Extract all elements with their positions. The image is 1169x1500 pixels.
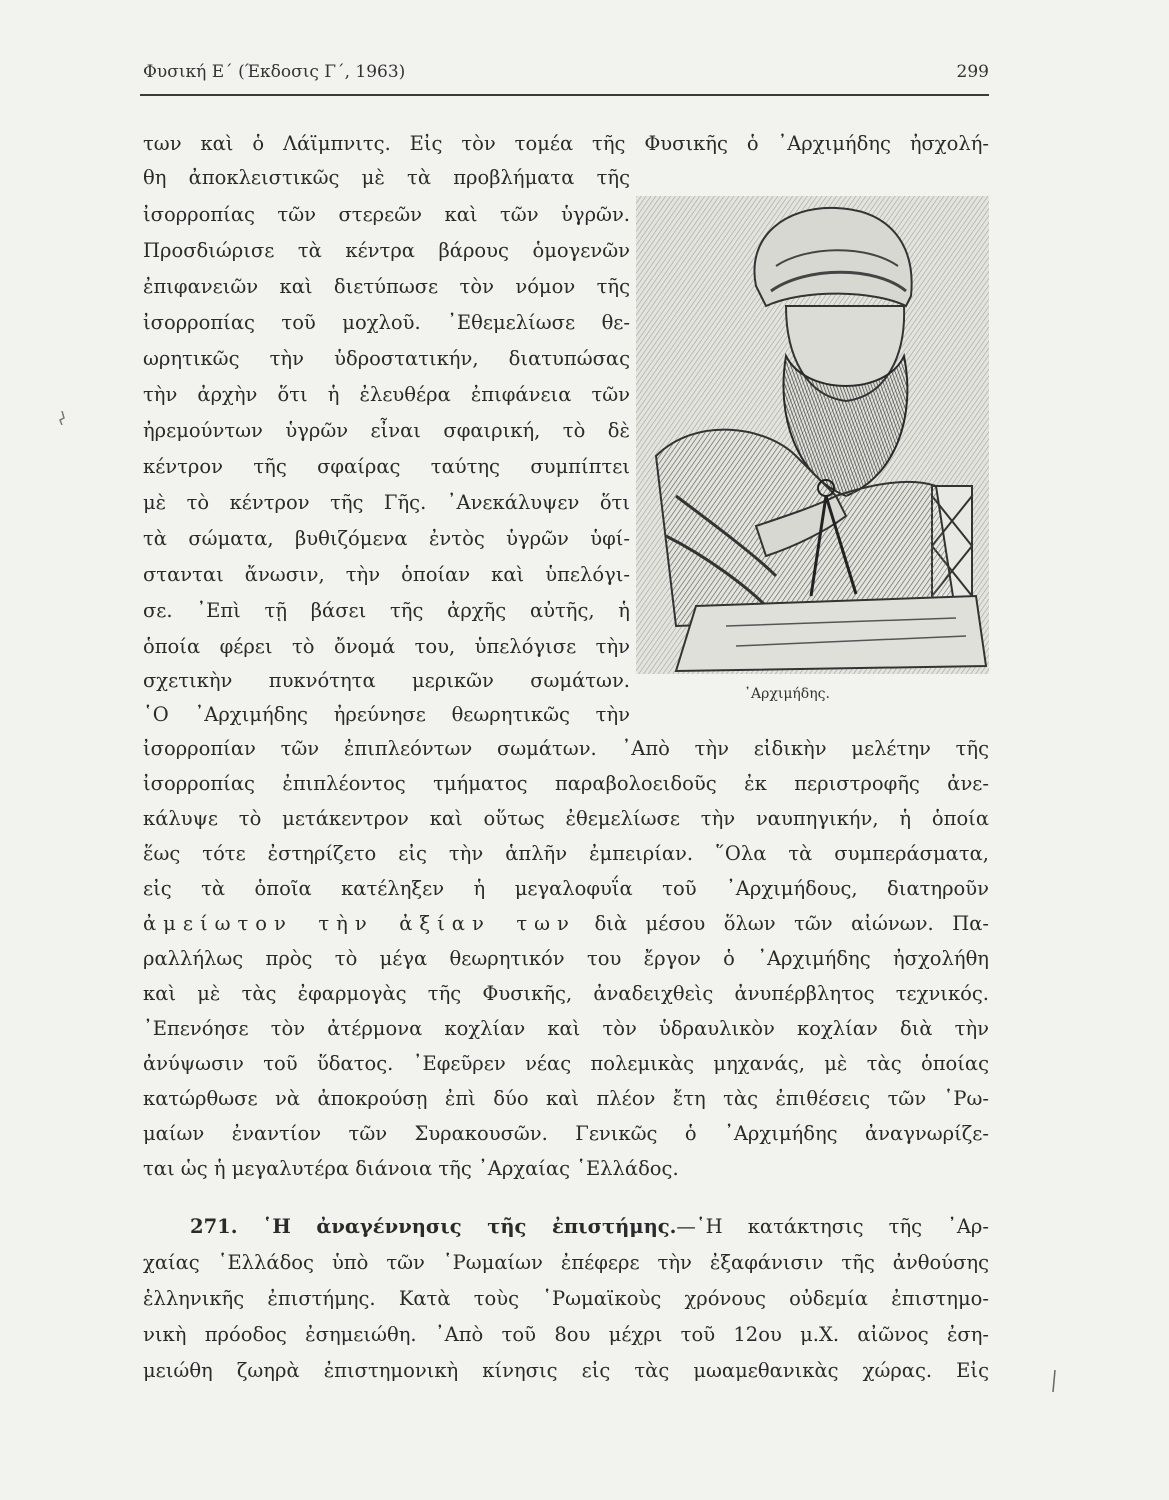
text-line: σχετικὴν πυκνότητα μερικῶν σωμάτων. <box>143 669 630 692</box>
page-number: 299 <box>956 62 989 82</box>
text-line: Προσδιώρισε τὰ κέντρα βάρους ὁμογενῶν <box>143 239 630 262</box>
spaced-line-rest: διὰ μέσου ὅλων τῶν αἰώνων. Πα- <box>594 912 989 935</box>
text-line: ἰσορροπίας τῶν στερεῶν καὶ τῶν ὑγρῶν. <box>143 203 630 226</box>
text-line-spaced <box>143 907 989 941</box>
section-title: ῾Η ἀναγέννησις τῆς ἐπιστήμης. <box>262 1215 677 1238</box>
section-heading-line <box>190 1210 989 1244</box>
text-line: χαίας ῾Ελλάδος ὑπὸ τῶν ῾Ρωμαίων ἐπέφερε τὴν ἐξαφάνισιν τῆς ἀνθούσης <box>143 1251 989 1274</box>
text-line: ἰσορροπίας τοῦ μοχλοῦ. ᾿Εθεμελίωσε θε- <box>143 311 630 334</box>
running-title: Φυσική Ε΄ (Έκδοσις Γ΄, 1963) <box>143 62 406 82</box>
section-number: 271. <box>190 1215 238 1238</box>
section-first-line-rest: —῾Η κατάκτησις τῆς ᾿Αρ- <box>676 1215 989 1238</box>
text-line: ἕως τότε ἐστηρίζετο εἰς τὴν ἁπλῆν ἐμπειρίαν. ῞Ολα τὰ συμπεράσματα, <box>143 842 989 865</box>
text-line: ὁποία φέρει τὸ ὄνομά του, ὑπελόγισε τὴν <box>143 635 630 658</box>
text-line: ἰσορροπίας ἐπιπλέοντος τμήματος παραβολοειδοῦς ἐκ περιστροφῆς ἀνε- <box>143 772 989 795</box>
text-line: ραλλήλως πρὸς τὸ μέγα θεωρητικόν του ἔργον ὁ ᾿Αρχιμήδης ἠσχολήθη <box>143 947 989 970</box>
emphasized-spaced-phrase: ἀμείωτον τὴν ἀξίαν των <box>143 912 576 935</box>
text-line: κέντρον τῆς σφαίρας ταύτης συμπίπτει <box>143 455 630 478</box>
text-line: στανται ἄνωσιν, τὴν ὁποίαν καὶ ὑπελόγι- <box>143 563 630 586</box>
text-line: ἑλληνικῆς ἐπιστήμης. Κατὰ τοὺς ῾Ρωμαϊκοὺς χρόνους οὐδεμία ἐπιστημο- <box>143 1287 989 1310</box>
margin-mark-icon <box>58 410 66 424</box>
text-line: ἠρεμούντων ὑγρῶν εἶναι σφαιρική, τὸ δὲ <box>143 419 630 442</box>
text-line: κατώρθωσε νὰ ἀποκρούσῃ ἐπὶ δύο καὶ πλέον ἔτη τὰς ἐπιθέσεις τῶν ῾Ρω- <box>143 1087 989 1110</box>
text-line: τὰ σώματα, βυθιζόμενα ἐντὸς ὑγρῶν ὑφί- <box>143 527 630 550</box>
text-line: μαίων ἐναντίον τῶν Συρακουσῶν. Γενικῶς ὁ ᾿Αρχιμήδης ἀναγνωρίζε- <box>143 1122 989 1145</box>
text-line: τὴν ἀρχὴν ὅτι ἡ ἐλευθέρα ἐπιφάνεια τῶν <box>143 383 630 406</box>
text-line: θη ἀποκλειστικῶς μὲ τὰ προβλήματα τῆς <box>143 166 630 189</box>
text-line: μειώθη ζωηρὰ ἐπιστημονικὴ κίνησις εἰς τὰς μωαμεθανικὰς χώρας. Εἰς <box>143 1359 989 1382</box>
text-line: ἀνύψωσιν τοῦ ὕδατος. ᾿Εφεῦρεν νέας πολεμικὰς μηχανάς, μὲ τὰς ὁποίας <box>143 1052 989 1075</box>
text-line: των καὶ ὁ Λάϊμπνιτς. Εἰς τὸν τομέα τῆς Φυσικῆς ὁ ᾿Αρχιμήδης ἠσχολή- <box>143 132 989 155</box>
text-line: ῾Ο ᾿Αρχιμήδης ἠρεύνησε θεωρητικῶς τὴν <box>143 703 630 726</box>
archimedes-portrait-icon <box>636 196 989 674</box>
text-line: νικὴ πρόοδος ἐσημειώθη. ᾿Απὸ τοῦ 8ου μέχρι τοῦ 12ου μ.Χ. αἰῶνος ἐση- <box>143 1323 989 1346</box>
text-line: ἐπιφανειῶν καὶ διετύπωσε τὸν νόμον τῆς <box>143 275 630 298</box>
running-header <box>143 60 989 92</box>
header-rule <box>140 94 989 96</box>
text-line: μὲ τὸ κέντρον τῆς Γῆς. ᾿Ανεκάλυψεν ὅτι <box>143 491 630 514</box>
text-line: ωρητικῶς τὴν ὑδροστατικήν, διατυπώσας <box>143 347 630 370</box>
figure-caption: ᾿Αρχιμήδης. <box>744 686 830 702</box>
text-line: καὶ μὲ τὰς ἐφαρμογὰς τῆς Φυσικῆς, ἀναδειχθεὶς ἀνυπέρβλητος τεχνικός. <box>143 982 989 1005</box>
text-line: ται ὡς ἡ μεγαλυτέρα διάνοια τῆς ᾿Αρχαίας ῾Ελλάδος. <box>143 1157 679 1180</box>
text-line: ᾿Επενόησε τὸν ἀτέρμονα κοχλίαν καὶ τὸν ὑδραυλικὸν κοχλίαν διὰ τὴν <box>143 1017 989 1040</box>
archimedes-portrait <box>636 196 989 674</box>
text-line: εἰς τὰ ὁποῖα κατέληξεν ἡ μεγαλοφυΐα τοῦ ᾿Αρχιμήδους, διατηροῦν <box>143 877 989 900</box>
text-line: κάλυψε τὸ μετάκεντρον καὶ οὕτως ἐθεμελίωσε τὴν ναυπηγικήν, ἡ ὁποία <box>143 807 989 830</box>
margin-stroke-icon <box>1052 1370 1056 1392</box>
text-line: σε. ᾿Επὶ τῇ βάσει τῆς ἀρχῆς αὐτῆς, ἡ <box>143 599 630 622</box>
text-line: ἰσορροπίαν τῶν ἐπιπλεόντων σωμάτων. ᾿Απὸ τὴν εἰδικὴν μελέτην τῆς <box>143 737 989 760</box>
